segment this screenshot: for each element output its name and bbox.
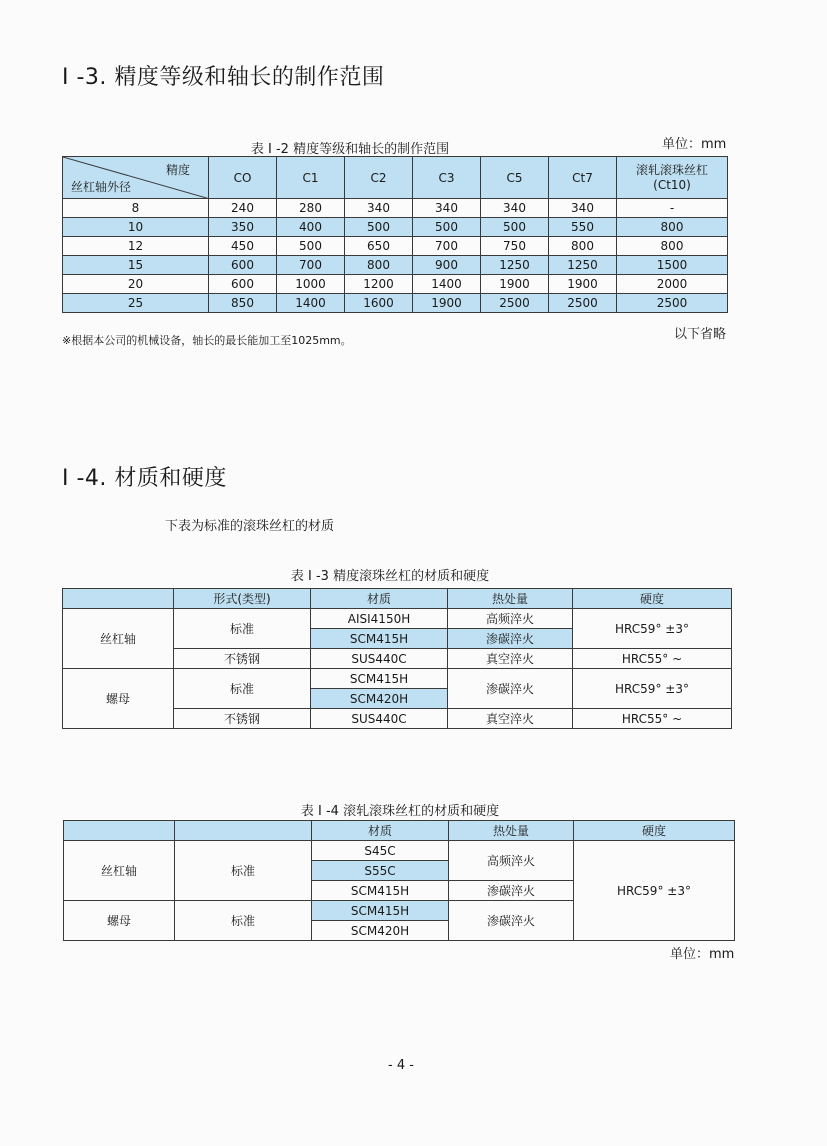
length-cell: 700 [413,237,481,256]
col-header: 热处量 [448,589,573,609]
precision-length-table [62,156,728,313]
table4-unit: 单位：mm [670,947,735,962]
length-cell: 1900 [481,275,549,294]
length-cell: 340 [481,199,549,218]
diameter-cell: 15 [63,256,209,275]
col-header: 硬度 [573,589,732,609]
material-cell: SCM415H [311,629,448,649]
length-cell: 500 [413,218,481,237]
col-header: C3 [413,157,481,199]
material-cell: AISI4150H [311,609,448,629]
length-cell: 600 [209,275,277,294]
length-cell: - [617,199,728,218]
col-header: 材质 [312,821,449,841]
length-cell: 1500 [617,256,728,275]
header-empty [63,589,174,609]
col-header: 材质 [311,589,448,609]
table4-caption: 表 I -4 滚轧滚珠丝杠的材质和硬度 [300,804,500,819]
length-cell: 1250 [549,256,617,275]
treatment-cell: 真空淬火 [448,649,573,669]
treatment-cell: 渗碳淬火 [449,901,574,941]
length-cell: 2500 [481,294,549,313]
precision-material-table [62,588,732,729]
length-cell: 650 [345,237,413,256]
diameter-cell: 10 [63,218,209,237]
material-cell: SUS440C [311,709,448,729]
treatment-cell: 渗碳淬火 [448,629,573,649]
material-cell: SUS440C [311,649,448,669]
table-row [63,199,728,218]
length-cell: 500 [481,218,549,237]
header-empty [175,821,312,841]
hardness-cell: HRC59° ±3° [574,841,735,941]
row-label-shaft: 丝杠轴 [63,609,174,669]
length-cell: 800 [617,237,728,256]
material-cell: SCM415H [312,881,449,901]
length-cell: 800 [345,256,413,275]
length-cell: 1000 [277,275,345,294]
treatment-cell: 真空淬火 [448,709,573,729]
treatment-cell: 渗碳淬火 [449,881,574,901]
material-cell: SCM420H [311,689,448,709]
length-cell: 500 [345,218,413,237]
length-cell: 2500 [617,294,728,313]
length-cell: 1400 [413,275,481,294]
material-cell: SCM415H [311,669,448,689]
length-cell: 1400 [277,294,345,313]
length-cell: 900 [413,256,481,275]
row-label-shaft: 丝杠轴 [64,841,175,901]
length-cell: 1900 [549,275,617,294]
table-row [63,294,728,313]
treatment-cell: 高频淬火 [449,841,574,881]
type-stainless: 不锈钢 [174,649,311,669]
corner-label-precision: 精度 [165,163,190,177]
length-cell: 2500 [549,294,617,313]
material-cell: S45C [312,841,449,861]
length-cell: 450 [209,237,277,256]
col-header: Ct7 [549,157,617,199]
material-cell: SCM420H [312,921,449,941]
type-standard: 标准 [175,901,312,941]
table2-unit: 单位：mm [662,137,727,152]
table2-caption: 表 I -2 精度等级和轴长的制作范围 [250,142,450,157]
table2-corner-cell [63,157,209,199]
length-cell: 1600 [345,294,413,313]
col-header: C1 [277,157,345,199]
length-cell: 350 [209,218,277,237]
section4-intro: 下表为标准的滚珠丝杠的材质 [165,519,335,534]
col-header: CO [209,157,277,199]
header-empty [64,821,175,841]
hardness-cell: HRC55° ~ [573,709,732,729]
col-header: 热处量 [449,821,574,841]
type-standard: 标准 [174,669,311,709]
length-cell: 340 [413,199,481,218]
length-cell: 550 [549,218,617,237]
length-cell: 1200 [345,275,413,294]
length-cell: 700 [277,256,345,275]
length-cell: 1250 [481,256,549,275]
corner-label-diameter: 丝杠轴外径 [71,180,132,194]
table-row [63,275,728,294]
length-cell: 600 [209,256,277,275]
rolled-material-table [63,820,735,941]
col-header: C2 [345,157,413,199]
treatment-cell: 高频淬火 [448,609,573,629]
length-cell: 800 [617,218,728,237]
length-cell: 800 [549,237,617,256]
table3-caption: 表 I -3 精度滚珠丝杠的材质和硬度 [290,569,490,584]
type-standard: 标准 [174,609,311,649]
length-cell: 500 [277,237,345,256]
hardness-cell: HRC59° ±3° [573,609,732,649]
page-number: - 4 - [388,1058,414,1073]
length-cell: 850 [209,294,277,313]
hardness-cell: HRC55° ~ [573,649,732,669]
diameter-cell: 8 [63,199,209,218]
section-title-material: I -4. 材质和硬度 [62,466,227,491]
table2-note: ※根据本公司的机械设备，轴长的最长能加工至1025mm。 [62,334,352,347]
type-stainless: 不锈钢 [174,709,311,729]
col-header: 硬度 [574,821,735,841]
row-label-nut: 螺母 [63,669,174,729]
table-row [63,256,728,275]
length-cell: 340 [549,199,617,218]
row-label-nut: 螺母 [64,901,175,941]
section-title-precision: I -3. 精度等级和轴长的制作范围 [62,65,385,90]
type-standard: 标准 [175,841,312,901]
col-header: 滚轧滚珠丝杠 (Ct10) [617,157,728,199]
length-cell: 340 [345,199,413,218]
col-header: C5 [481,157,549,199]
diameter-cell: 12 [63,237,209,256]
table-row [63,218,728,237]
diameter-cell: 25 [63,294,209,313]
length-cell: 750 [481,237,549,256]
col-header: 形式(类型) [174,589,311,609]
diameter-cell: 20 [63,275,209,294]
length-cell: 2000 [617,275,728,294]
length-cell: 280 [277,199,345,218]
material-cell: S55C [312,861,449,881]
length-cell: 1900 [413,294,481,313]
hardness-cell: HRC59° ±3° [573,669,732,709]
omitted-label: 以下省略 [674,327,727,342]
material-cell: SCM415H [312,901,449,921]
table-row [63,237,728,256]
length-cell: 400 [277,218,345,237]
length-cell: 240 [209,199,277,218]
treatment-cell: 渗碳淬火 [448,669,573,709]
